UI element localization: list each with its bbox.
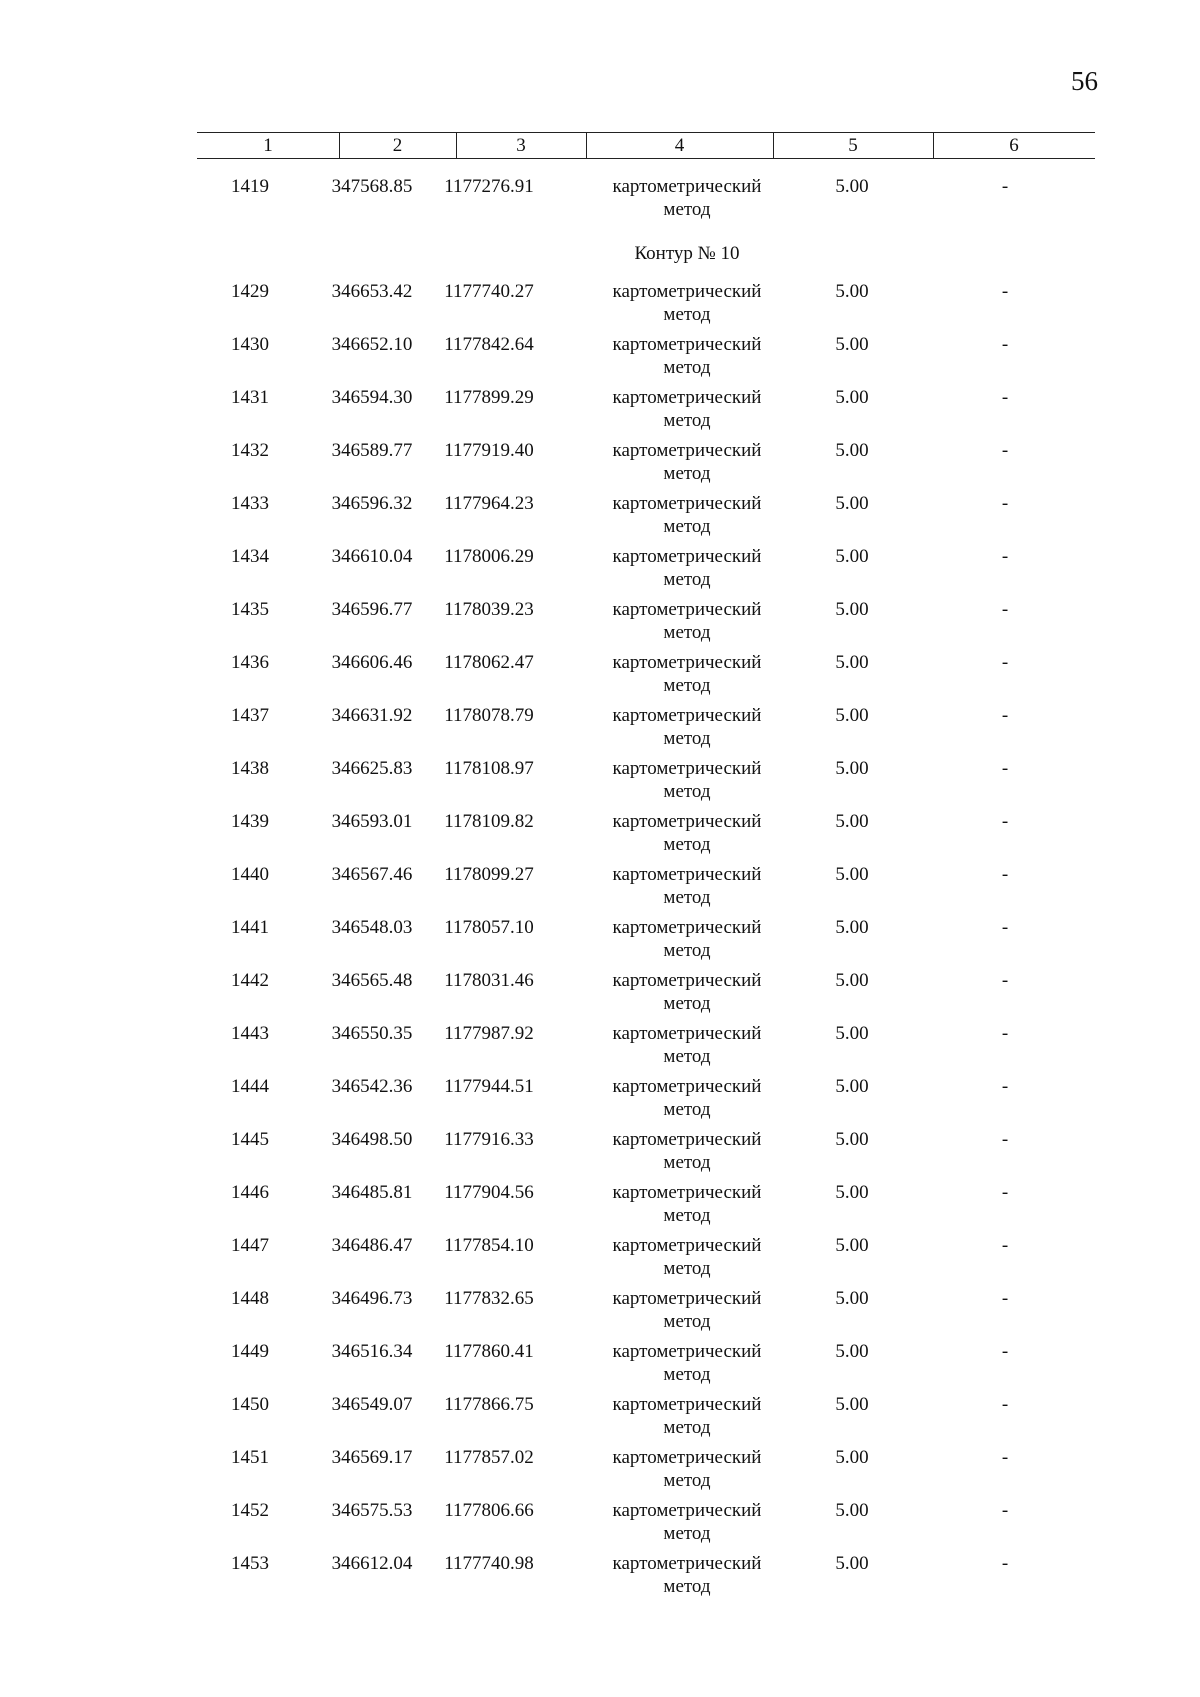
method-line-1: картометрический bbox=[612, 599, 762, 620]
method-line-2: метод bbox=[663, 357, 711, 378]
method-cell bbox=[557, 1022, 817, 1068]
method-line-1: картометрический bbox=[612, 1500, 762, 1521]
y-coordinate: 1177964.23 bbox=[444, 493, 534, 514]
method-line-2: метод bbox=[663, 1523, 711, 1544]
point-number: 1440 bbox=[231, 864, 269, 885]
method-line-1: картометрический bbox=[612, 546, 762, 567]
method-cell bbox=[557, 1075, 817, 1121]
table-header bbox=[197, 132, 1095, 159]
note-value: - bbox=[1001, 599, 1009, 620]
method-cell bbox=[557, 598, 817, 644]
contour-title: Контур № 10 bbox=[634, 243, 740, 264]
x-coordinate: 346594.30 bbox=[331, 387, 413, 408]
point-number: 1447 bbox=[231, 1235, 269, 1256]
method-line-2: метод bbox=[663, 1364, 711, 1385]
note-value: - bbox=[1001, 1023, 1009, 1044]
method-line-1: картометрический bbox=[612, 440, 762, 461]
x-coordinate: 346593.01 bbox=[331, 811, 413, 832]
note-value: - bbox=[1001, 705, 1009, 726]
y-coordinate: 1178006.29 bbox=[444, 546, 534, 567]
header-col-5: 5 bbox=[848, 135, 858, 156]
method-line-2: метод bbox=[663, 940, 711, 961]
method-line-1: картометрический bbox=[612, 758, 762, 779]
point-number: 1436 bbox=[231, 652, 269, 673]
point-number: 1433 bbox=[231, 493, 269, 514]
accuracy-value: 5.00 bbox=[835, 176, 869, 197]
header-col-4: 4 bbox=[674, 135, 685, 156]
method-cell bbox=[557, 1181, 817, 1227]
method-line-1: картометрический bbox=[612, 1553, 762, 1574]
method-line-2: метод bbox=[663, 622, 711, 643]
method-line-1: картометрический bbox=[612, 1129, 762, 1150]
y-coordinate: 1177987.92 bbox=[444, 1023, 534, 1044]
method-line-1: картометрический bbox=[612, 811, 762, 832]
accuracy-value: 5.00 bbox=[835, 1288, 869, 1309]
method-cell bbox=[557, 810, 817, 856]
method-line-1: картометрический bbox=[612, 1341, 762, 1362]
point-number: 1435 bbox=[231, 599, 269, 620]
x-coordinate: 346631.92 bbox=[331, 705, 413, 726]
y-coordinate: 1178057.10 bbox=[444, 917, 534, 938]
point-number: 1431 bbox=[231, 387, 269, 408]
method-cell bbox=[557, 863, 817, 909]
note-value: - bbox=[1001, 1447, 1009, 1468]
y-coordinate: 1177832.65 bbox=[444, 1288, 534, 1309]
point-number: 1445 bbox=[231, 1129, 269, 1150]
method-cell bbox=[557, 1287, 817, 1333]
point-number: 1453 bbox=[231, 1553, 269, 1574]
note-value: - bbox=[1001, 440, 1009, 461]
method-line-2: метод bbox=[663, 675, 711, 696]
note-value: - bbox=[1001, 1182, 1009, 1203]
point-number: 1434 bbox=[231, 546, 269, 567]
y-coordinate: 1177866.75 bbox=[444, 1394, 534, 1415]
x-coordinate: 346498.50 bbox=[331, 1129, 413, 1150]
method-cell bbox=[557, 1340, 817, 1386]
method-cell bbox=[557, 492, 817, 538]
note-value: - bbox=[1001, 334, 1009, 355]
y-coordinate: 1177857.02 bbox=[444, 1447, 534, 1468]
point-number: 1444 bbox=[231, 1076, 269, 1097]
method-line-2: метод bbox=[663, 834, 711, 855]
point-number: 1430 bbox=[231, 334, 269, 355]
note-value: - bbox=[1001, 176, 1009, 197]
note-value: - bbox=[1001, 1341, 1009, 1362]
accuracy-value: 5.00 bbox=[835, 281, 869, 302]
point-number: 1448 bbox=[231, 1288, 269, 1309]
note-value: - bbox=[1001, 917, 1009, 938]
method-line-1: картометрический bbox=[612, 970, 762, 991]
accuracy-value: 5.00 bbox=[835, 864, 869, 885]
x-coordinate: 346550.35 bbox=[331, 1023, 413, 1044]
method-cell bbox=[557, 1234, 817, 1280]
accuracy-value: 5.00 bbox=[835, 599, 869, 620]
method-cell bbox=[557, 439, 817, 485]
method-line-2: метод bbox=[663, 516, 711, 537]
method-cell bbox=[557, 651, 817, 697]
method-line-2: метод bbox=[663, 410, 711, 431]
method-cell bbox=[557, 1499, 817, 1545]
x-coordinate: 346567.46 bbox=[331, 864, 413, 885]
page-number: 56 bbox=[1071, 66, 1098, 96]
method-cell bbox=[557, 386, 817, 432]
accuracy-value: 5.00 bbox=[835, 1129, 869, 1150]
method-line-2: метод bbox=[663, 304, 711, 325]
note-value: - bbox=[1001, 1235, 1009, 1256]
x-coordinate: 347568.85 bbox=[331, 176, 413, 197]
point-number: 1429 bbox=[231, 281, 269, 302]
point-number: 1450 bbox=[231, 1394, 269, 1415]
note-value: - bbox=[1001, 758, 1009, 779]
note-value: - bbox=[1001, 1129, 1009, 1150]
accuracy-value: 5.00 bbox=[835, 705, 869, 726]
method-cell bbox=[557, 704, 817, 750]
method-line-2: метод bbox=[663, 781, 711, 802]
note-value: - bbox=[1001, 1500, 1009, 1521]
x-coordinate: 346653.42 bbox=[331, 281, 413, 302]
accuracy-value: 5.00 bbox=[835, 1341, 869, 1362]
method-cell bbox=[557, 333, 817, 379]
method-line-2: метод bbox=[663, 1311, 711, 1332]
method-cell bbox=[557, 969, 817, 1015]
accuracy-value: 5.00 bbox=[835, 387, 869, 408]
y-coordinate: 1177276.91 bbox=[444, 176, 534, 197]
note-value: - bbox=[1001, 1553, 1009, 1574]
accuracy-value: 5.00 bbox=[835, 1500, 869, 1521]
point-number: 1443 bbox=[231, 1023, 269, 1044]
header-col-3: 3 bbox=[516, 135, 526, 156]
y-coordinate: 1178031.46 bbox=[444, 970, 534, 991]
method-line-1: картометрический bbox=[612, 1076, 762, 1097]
method-line-2: метод bbox=[663, 463, 711, 484]
method-line-2: метод bbox=[663, 1417, 711, 1438]
method-cell bbox=[557, 916, 817, 962]
accuracy-value: 5.00 bbox=[835, 440, 869, 461]
y-coordinate: 1177806.66 bbox=[444, 1500, 534, 1521]
y-coordinate: 1177854.10 bbox=[444, 1235, 534, 1256]
y-coordinate: 1177944.51 bbox=[444, 1076, 534, 1097]
method-cell bbox=[557, 175, 817, 221]
method-line-1: картометрический bbox=[612, 387, 762, 408]
method-line-1: картометрический bbox=[612, 1182, 762, 1203]
y-coordinate: 1177740.98 bbox=[444, 1553, 534, 1574]
method-line-1: картометрический bbox=[612, 334, 762, 355]
accuracy-value: 5.00 bbox=[835, 1182, 869, 1203]
method-line-2: метод bbox=[663, 728, 711, 749]
method-line-2: метод bbox=[663, 199, 711, 220]
x-coordinate: 346610.04 bbox=[331, 546, 413, 567]
accuracy-value: 5.00 bbox=[835, 1447, 869, 1468]
accuracy-value: 5.00 bbox=[835, 334, 869, 355]
method-line-1: картометрический bbox=[612, 1288, 762, 1309]
x-coordinate: 346542.36 bbox=[331, 1076, 413, 1097]
x-coordinate: 346612.04 bbox=[331, 1553, 413, 1574]
method-line-1: картометрический bbox=[612, 1235, 762, 1256]
accuracy-value: 5.00 bbox=[835, 652, 869, 673]
method-line-1: картометрический bbox=[612, 1447, 762, 1468]
point-number: 1437 bbox=[231, 705, 269, 726]
method-line-1: картометрический bbox=[612, 281, 762, 302]
note-value: - bbox=[1001, 546, 1009, 567]
point-number: 1449 bbox=[231, 1341, 269, 1362]
accuracy-value: 5.00 bbox=[835, 1023, 869, 1044]
point-number: 1432 bbox=[231, 440, 269, 461]
x-coordinate: 346569.17 bbox=[331, 1447, 413, 1468]
y-coordinate: 1177919.40 bbox=[444, 440, 534, 461]
method-line-2: метод bbox=[663, 1152, 711, 1173]
x-coordinate: 346549.07 bbox=[331, 1394, 413, 1415]
method-line-1: картометрический bbox=[612, 176, 762, 197]
point-number: 1442 bbox=[231, 970, 269, 991]
x-coordinate: 346565.48 bbox=[331, 970, 413, 991]
method-line-2: метод bbox=[663, 887, 711, 908]
y-coordinate: 1177740.27 bbox=[444, 281, 534, 302]
method-line-2: метод bbox=[663, 1205, 711, 1226]
accuracy-value: 5.00 bbox=[835, 1553, 869, 1574]
note-value: - bbox=[1001, 652, 1009, 673]
point-number: 1441 bbox=[231, 917, 269, 938]
note-value: - bbox=[1001, 970, 1009, 991]
note-value: - bbox=[1001, 493, 1009, 514]
x-coordinate: 346575.53 bbox=[331, 1500, 413, 1521]
accuracy-value: 5.00 bbox=[835, 917, 869, 938]
x-coordinate: 346625.83 bbox=[331, 758, 413, 779]
point-number: 1446 bbox=[231, 1182, 269, 1203]
y-coordinate: 1177860.41 bbox=[444, 1341, 534, 1362]
coordinates-table bbox=[197, 132, 1095, 1597]
x-coordinate: 346652.10 bbox=[331, 334, 413, 355]
method-cell bbox=[557, 1552, 817, 1598]
accuracy-value: 5.00 bbox=[835, 1235, 869, 1256]
method-line-2: метод bbox=[663, 1576, 711, 1597]
accuracy-value: 5.00 bbox=[835, 546, 869, 567]
y-coordinate: 1178109.82 bbox=[444, 811, 534, 832]
accuracy-value: 5.00 bbox=[835, 493, 869, 514]
point-number: 1451 bbox=[231, 1447, 269, 1468]
y-coordinate: 1177904.56 bbox=[444, 1182, 534, 1203]
method-cell bbox=[557, 1446, 817, 1492]
x-coordinate: 346606.46 bbox=[331, 652, 413, 673]
note-value: - bbox=[1001, 811, 1009, 832]
method-cell bbox=[557, 280, 817, 326]
y-coordinate: 1177842.64 bbox=[444, 334, 534, 355]
method-line-2: метод bbox=[663, 1258, 711, 1279]
header-col-6: 6 bbox=[1009, 135, 1019, 156]
point-number: 1452 bbox=[231, 1500, 269, 1521]
method-line-1: картометрический bbox=[612, 705, 762, 726]
y-coordinate: 1178062.47 bbox=[444, 652, 534, 673]
method-line-2: метод bbox=[663, 1470, 711, 1491]
method-cell bbox=[557, 1128, 817, 1174]
method-line-2: метод bbox=[663, 993, 711, 1014]
header-col-1: 1 bbox=[263, 135, 273, 156]
accuracy-value: 5.00 bbox=[835, 1394, 869, 1415]
method-line-2: метод bbox=[663, 1046, 711, 1067]
point-number: 1439 bbox=[231, 811, 269, 832]
method-cell bbox=[557, 1393, 817, 1439]
y-coordinate: 1178039.23 bbox=[444, 599, 534, 620]
method-cell bbox=[557, 545, 817, 591]
y-coordinate: 1178078.79 bbox=[444, 705, 534, 726]
accuracy-value: 5.00 bbox=[835, 811, 869, 832]
method-line-2: метод bbox=[663, 569, 711, 590]
note-value: - bbox=[1001, 864, 1009, 885]
x-coordinate: 346485.81 bbox=[331, 1182, 413, 1203]
x-coordinate: 346548.03 bbox=[331, 917, 413, 938]
method-line-1: картометрический bbox=[612, 864, 762, 885]
method-line-1: картометрический bbox=[612, 917, 762, 938]
x-coordinate: 346596.77 bbox=[331, 599, 413, 620]
point-number: 1438 bbox=[231, 758, 269, 779]
note-value: - bbox=[1001, 1288, 1009, 1309]
accuracy-value: 5.00 bbox=[835, 970, 869, 991]
method-line-2: метод bbox=[663, 1099, 711, 1120]
y-coordinate: 1177899.29 bbox=[444, 387, 534, 408]
point-number: 1419 bbox=[231, 176, 269, 197]
header-col-2: 2 bbox=[392, 135, 403, 156]
y-coordinate: 1178108.97 bbox=[444, 758, 534, 779]
note-value: - bbox=[1001, 387, 1009, 408]
method-line-1: картометрический bbox=[612, 1023, 762, 1044]
method-line-1: картометрический bbox=[612, 493, 762, 514]
note-value: - bbox=[1001, 281, 1009, 302]
x-coordinate: 346589.77 bbox=[331, 440, 413, 461]
method-line-1: картометрический bbox=[612, 652, 762, 673]
accuracy-value: 5.00 bbox=[835, 758, 869, 779]
accuracy-value: 5.00 bbox=[835, 1076, 869, 1097]
method-cell bbox=[557, 757, 817, 803]
x-coordinate: 346596.32 bbox=[331, 493, 413, 514]
y-coordinate: 1178099.27 bbox=[444, 864, 534, 885]
method-line-1: картометрический bbox=[612, 1394, 762, 1415]
y-coordinate: 1177916.33 bbox=[444, 1129, 534, 1150]
x-coordinate: 346486.47 bbox=[331, 1235, 413, 1256]
x-coordinate: 346496.73 bbox=[331, 1288, 413, 1309]
note-value: - bbox=[1001, 1394, 1009, 1415]
note-value: - bbox=[1001, 1076, 1009, 1097]
x-coordinate: 346516.34 bbox=[331, 1341, 413, 1362]
